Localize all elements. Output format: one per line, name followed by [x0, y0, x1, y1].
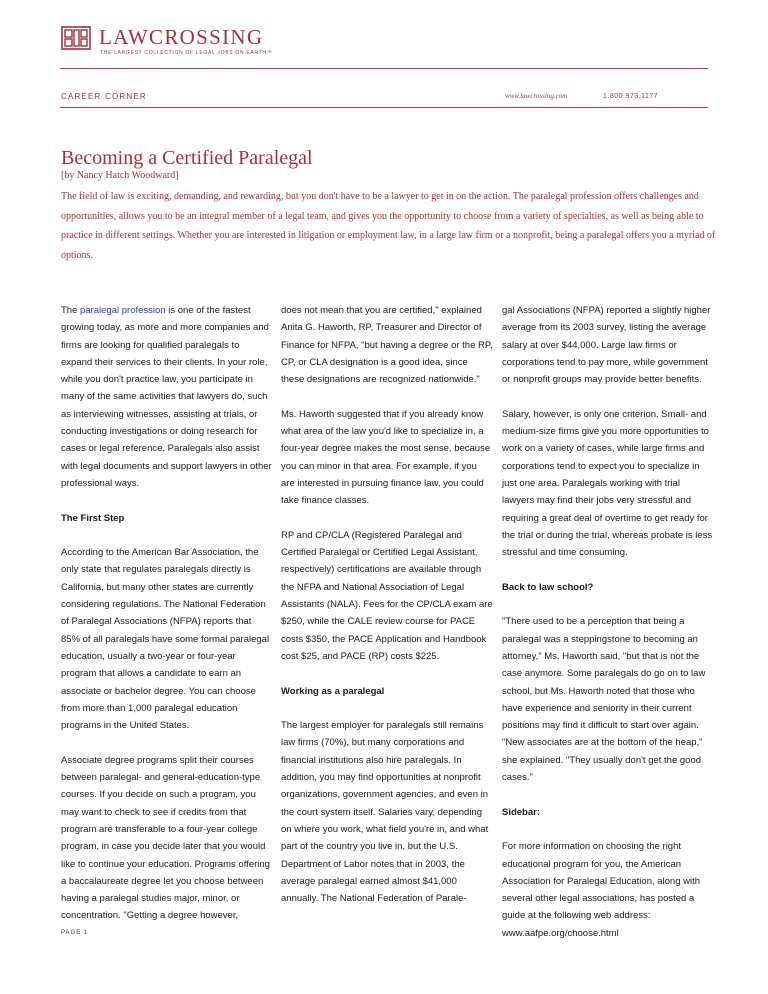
section-divider: [60, 107, 708, 108]
paragraph: Salary, however, is only one criterion. Small- and medium-size firms give you more opportunities to work on a variety of cases, while large firms and corporations tend to expect you to specialize in just one area. Paralegals working with trial lawyers may find their jobs very stressful and requiring a great deal of overtime to get ready for the trial or during the trial, whereas probate is less stressful and time consuming.: [502, 408, 713, 559]
subheading-law-school: Back to law school?: [502, 581, 594, 593]
subheading-first-step: The First Step: [61, 512, 125, 524]
phone-number: 1.800.973.1177: [603, 93, 659, 100]
brand-tagline: THE LARGEST COLLECTION OF LEGAL JOBS ON EARTH™: [100, 50, 273, 56]
column-3: [502, 302, 714, 942]
section-label: CAREER CORNER: [61, 92, 147, 101]
brand-name: LAWCROSSING: [99, 25, 264, 49]
paragraph: RP and CP/CLA (Registered Paralegal and Certified Paralegal or Certified Legal Assistant, respectively) certifications are available through the NFPA and National Association of Legal Assistants (NALA). Fees for the CP/CLA exam are $250, while the CALE review course for PACE costs $350, the PACE Application and Handbook cost $25, and PACE (RP) costs $225.: [281, 529, 493, 662]
lawcrossing-logo-icon: [61, 26, 91, 50]
paralegal-profession-link[interactable]: paralegal profession: [80, 305, 166, 316]
paragraph: does not mean that you are certified," explained Anita G. Haworth, RP, Treasurer and Director of Finance for NFPA, "but having a degree or the RP, CP, or CLA designation is a good idea, since these designations are recognized nationwide.": [281, 305, 493, 386]
paragraph: For more information on choosing the right educational program for you, the American Association for Paralegal Education, along with several other legal associations, has posted a guide at the following web address: www.aafpe.org/choose.html: [502, 841, 701, 939]
paragraph: According to the American Bar Association, the only state that regulates paralegals directly is California, but many other states are currently considering regulations. The National Federation of Paralegal Associations (NFPA) reports that 85% of all paralegals have some formal paralegal education, usually a two-year or four-year program that allows a candidate to earn an associate or bachelor degree. You can choose from more than 1,000 paralegal education programs in the United States.: [61, 547, 270, 732]
website-link[interactable]: www.lawcrossing.com: [505, 92, 568, 100]
article-byline: [by Nancy Hatch Woodward]: [61, 170, 179, 181]
subheading-sidebar: Sidebar:: [502, 806, 541, 818]
paragraph: The paralegal profession is one of the fastest growing today, as more and more companies and firms are looking for qualified paralegals to expand their services to their clients. In your role, while you don't practice law, you participate in many of the same activities that lawyers do, such as interviewing witnesses, assisting at trials, or conducting investigations or doing research for cases or legal reference. Paralegals also assist with legal documents and support lawyers in other professional ways.: [61, 305, 272, 489]
paragraph: The largest employer for paralegals still remains law firms (70%), but many corporations and financial institutions also hire paralegals. In addition, you may find opportunities at nonprofit organizations, government agencies, and even in the court system itself. Salaries vary, depending on where you work, what field you're in, and what part of the country you live in, but the U.S. Department of Labor notes that in 2003, the average paralegal earned almost $41,000 annually. The National Federation of Parale-: [281, 720, 489, 905]
paragraph: gal Associations (NFPA) reported a slightly higher average from its 2003 survey, listing the average salary at over $44,000. Large law firms or corporations tend to pay more, while government or nonprofit groups may provide better benefits.: [502, 305, 711, 386]
header-divider: [60, 68, 708, 69]
column-1: [61, 302, 273, 925]
article-intro: The field of law is exciting, demanding, and rewarding, but you don't have to be a lawyer to get in on the action. The paralegal profession offers challenges and opportunities, allows you to be an integral member of a legal team, and gives you the opportunity to choose from a variety of specialties, as well as being able to practice in different settings. Whether you are interested in litigation or employment law, in a large law firm or a nonprofit, being a paralegal offers you a myriad of options.: [61, 191, 716, 261]
article-title: Becoming a Certified Paralegal: [61, 147, 313, 169]
paragraph: "There used to be a perception that being a paralegal was a steppingstone to becoming an attorney," Ms. Haworth said, "but that is not the case anymore. Some paralegals do go on to law school, but Ms. Haworth noted that those who have experience and seniority in their current positions may find it difficult to start over again. "New associates are at the bottom of the heap," she explained. "They usually don't get the good cases.": [502, 616, 706, 784]
subheading-working: Working as a paralegal: [281, 685, 385, 697]
page-number: PAGE 1: [61, 930, 89, 936]
paragraph: Associate degree programs split their courses between paralegal- and general-education-type courses. If you decide on such a program, you may want to check to see if credits from that program are transferable to a four-year college program, in case you decide later that you would like to continue your education. Programs offering a baccalaureate degree let you choose between having a paralegal studies major, minor, or concentration. "Getting a degree however,: [61, 754, 270, 922]
paragraph: Ms. Haworth suggested that if you already know what area of the law you'd like to specialize in, a four-year degree makes the most sense, because you can minor in that area. For example, if you are interested in pursuing finance law, you could take finance classes.: [281, 408, 491, 507]
column-2: [281, 302, 493, 907]
